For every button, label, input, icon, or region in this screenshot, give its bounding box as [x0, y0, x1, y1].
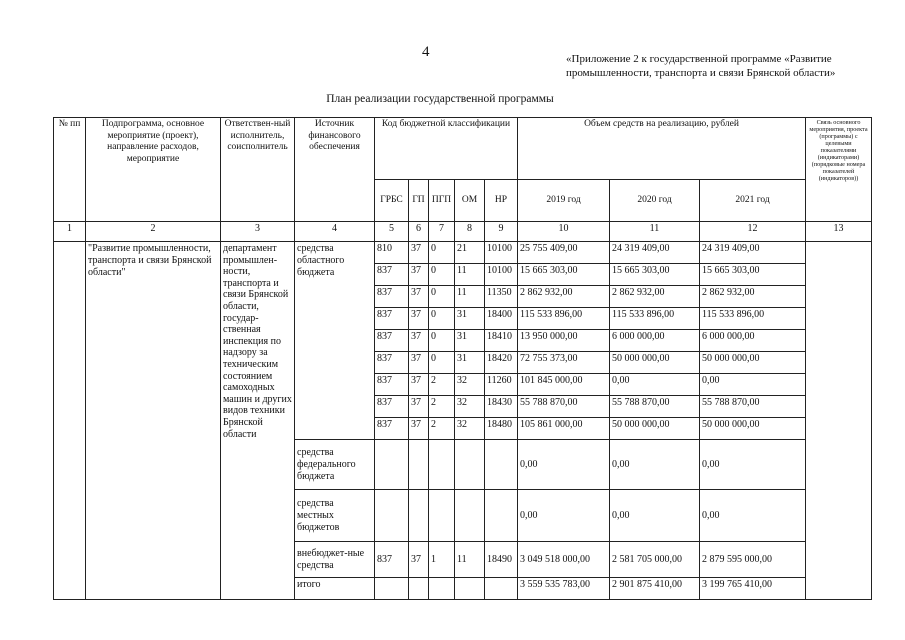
header-number: № пп	[54, 118, 86, 222]
gp-cell: 37	[409, 374, 429, 396]
col-number: 10	[518, 222, 610, 242]
gp-cell: 37	[409, 242, 429, 264]
pgp-cell	[429, 578, 455, 600]
om-cell: 11	[455, 264, 485, 286]
grbs-cell: 837	[375, 308, 409, 330]
grbs-cell	[375, 490, 409, 542]
om-cell	[455, 440, 485, 490]
om-cell: 32	[455, 418, 485, 440]
amount-2020: 0,00	[610, 490, 700, 542]
np-cell: 18420	[485, 352, 518, 374]
header-indicator-link: Связь основного мероприятия, проекта (программы) с целевыми показателями (индикаторами) (порядковые номера показателей (индикаторов))	[806, 118, 872, 222]
np-cell: 18430	[485, 396, 518, 418]
amount-2019: 3 049 518 000,00	[518, 542, 610, 578]
gp-cell: 37	[409, 542, 429, 578]
col-number: 12	[700, 222, 806, 242]
col-number: 3	[221, 222, 295, 242]
pgp-cell: 0	[429, 242, 455, 264]
om-cell: 11	[455, 286, 485, 308]
grbs-cell: 837	[375, 418, 409, 440]
header-subprogram: Подпрограмма, основное мероприятие (проект), направление расходов, мероприятие	[86, 118, 221, 222]
gp-cell	[409, 440, 429, 490]
amount-2021: 50 000 000,00	[700, 352, 806, 374]
om-cell: 21	[455, 242, 485, 264]
header-np: НР	[485, 180, 518, 222]
amount-2019: 25 755 409,00	[518, 242, 610, 264]
total-2020: 2 901 875 410,00	[610, 578, 700, 600]
amount-2021: 0,00	[700, 374, 806, 396]
grbs-cell	[375, 440, 409, 490]
pgp-cell: 2	[429, 374, 455, 396]
program-name: "Развитие промышленности, транспорта и связи Брянской области"	[86, 242, 221, 600]
grbs-cell	[375, 578, 409, 600]
gp-cell: 37	[409, 308, 429, 330]
amount-2020: 2 862 932,00	[610, 286, 700, 308]
gp-cell: 37	[409, 330, 429, 352]
total-2021: 3 199 765 410,00	[700, 578, 806, 600]
amount-2021: 0,00	[700, 490, 806, 542]
amount-2021: 24 319 409,00	[700, 242, 806, 264]
om-cell	[455, 490, 485, 542]
amount-2021: 15 665 303,00	[700, 264, 806, 286]
amount-2019: 0,00	[518, 440, 610, 490]
col-number: 5	[375, 222, 409, 242]
amount-2021: 50 000 000,00	[700, 418, 806, 440]
grbs-cell: 837	[375, 264, 409, 286]
grbs-cell: 837	[375, 542, 409, 578]
pgp-cell: 0	[429, 286, 455, 308]
np-cell: 18480	[485, 418, 518, 440]
amount-2019: 15 665 303,00	[518, 264, 610, 286]
amount-2020: 6 000 000,00	[610, 330, 700, 352]
header-source: Источник финансового обеспечения	[295, 118, 375, 222]
gp-cell	[409, 578, 429, 600]
amount-2020: 0,00	[610, 440, 700, 490]
amount-2019: 115 533 896,00	[518, 308, 610, 330]
amount-2020: 2 581 705 000,00	[610, 542, 700, 578]
row-number-cell	[54, 242, 86, 600]
np-cell: 11350	[485, 286, 518, 308]
col-number: 4	[295, 222, 375, 242]
page-title: План реализации государственной программы	[326, 93, 554, 105]
amount-2020: 55 788 870,00	[610, 396, 700, 418]
pgp-cell: 0	[429, 352, 455, 374]
pgp-cell: 0	[429, 264, 455, 286]
gp-cell	[409, 490, 429, 542]
grbs-cell: 810	[375, 242, 409, 264]
gp-cell: 37	[409, 352, 429, 374]
np-cell: 10100	[485, 264, 518, 286]
pgp-cell	[429, 490, 455, 542]
header-2020: 2020 год	[610, 180, 700, 222]
np-cell	[485, 490, 518, 542]
header-grbs: ГРБС	[375, 180, 409, 222]
amount-2020: 24 319 409,00	[610, 242, 700, 264]
source-regional: средства областного бюджета	[295, 242, 375, 440]
amount-2020: 50 000 000,00	[610, 418, 700, 440]
om-cell: 32	[455, 374, 485, 396]
total-label: итого	[295, 578, 375, 600]
col-number: 6	[409, 222, 429, 242]
appendix-note: «Приложение 2 к государственной программе «Развитие промышленности, транспорта и связи Брянской области»	[566, 53, 836, 79]
gp-cell: 37	[409, 286, 429, 308]
amount-2021: 6 000 000,00	[700, 330, 806, 352]
np-cell: 18400	[485, 308, 518, 330]
om-cell: 31	[455, 308, 485, 330]
om-cell: 32	[455, 396, 485, 418]
col-number: 9	[485, 222, 518, 242]
col-number: 8	[455, 222, 485, 242]
header-pgp: ПГП	[429, 180, 455, 222]
np-cell: 11260	[485, 374, 518, 396]
table-row	[54, 242, 872, 264]
grbs-cell: 837	[375, 330, 409, 352]
page-number: 4	[422, 44, 430, 60]
total-2019: 3 559 535 783,00	[518, 578, 610, 600]
amount-2020: 50 000 000,00	[610, 352, 700, 374]
amount-2019: 55 788 870,00	[518, 396, 610, 418]
grbs-cell: 837	[375, 352, 409, 374]
header-2019: 2019 год	[518, 180, 610, 222]
indicator-link-cell	[806, 242, 872, 600]
pgp-cell: 2	[429, 418, 455, 440]
header-funding: Объем средств на реализацию, рублей	[518, 118, 806, 180]
np-cell: 10100	[485, 242, 518, 264]
header-2021: 2021 год	[700, 180, 806, 222]
grbs-cell: 837	[375, 396, 409, 418]
col-number: 11	[610, 222, 700, 242]
amount-2019: 72 755 373,00	[518, 352, 610, 374]
source-local: средства местных бюджетов	[295, 490, 375, 542]
col-number: 2	[86, 222, 221, 242]
source-federal: средства федерального бюджета	[295, 440, 375, 490]
amount-2019: 13 950 000,00	[518, 330, 610, 352]
np-cell: 18410	[485, 330, 518, 352]
pgp-cell: 2	[429, 396, 455, 418]
np-cell	[485, 440, 518, 490]
amount-2021: 2 862 932,00	[700, 286, 806, 308]
gp-cell: 37	[409, 418, 429, 440]
amount-2019: 0,00	[518, 490, 610, 542]
col-number: 7	[429, 222, 455, 242]
amount-2020: 115 533 896,00	[610, 308, 700, 330]
plan-table	[53, 117, 872, 600]
pgp-cell: 0	[429, 308, 455, 330]
om-cell: 31	[455, 330, 485, 352]
amount-2019: 105 861 000,00	[518, 418, 610, 440]
amount-2019: 2 862 932,00	[518, 286, 610, 308]
col-number: 13	[806, 222, 872, 242]
amount-2021: 55 788 870,00	[700, 396, 806, 418]
header-gp: ГП	[409, 180, 429, 222]
om-cell: 31	[455, 352, 485, 374]
header-executor: Ответствен-ный исполнитель, соисполнитель	[221, 118, 295, 222]
executor-cell: департамент промышлен-ности, транспорта и связи Брянской области, государ-ственная инспекция по надзору за техническим состоянием самоходных машин и других видов техники Брянской области	[221, 242, 295, 600]
amount-2021: 115 533 896,00	[700, 308, 806, 330]
amount-2021: 0,00	[700, 440, 806, 490]
grbs-cell: 837	[375, 374, 409, 396]
amount-2019: 101 845 000,00	[518, 374, 610, 396]
np-cell: 18490	[485, 542, 518, 578]
gp-cell: 37	[409, 264, 429, 286]
header-om: ОМ	[455, 180, 485, 222]
pgp-cell	[429, 440, 455, 490]
om-cell: 11	[455, 542, 485, 578]
amount-2021: 2 879 595 000,00	[700, 542, 806, 578]
source-extrabudgetary: внебюджет-ные средства	[295, 542, 375, 578]
amount-2020: 15 665 303,00	[610, 264, 700, 286]
pgp-cell: 0	[429, 330, 455, 352]
gp-cell: 37	[409, 396, 429, 418]
om-cell	[455, 578, 485, 600]
header-budget-code: Код бюджетной классификации	[375, 118, 518, 180]
grbs-cell: 837	[375, 286, 409, 308]
np-cell	[485, 578, 518, 600]
pgp-cell: 1	[429, 542, 455, 578]
amount-2020: 0,00	[610, 374, 700, 396]
col-number: 1	[54, 222, 86, 242]
